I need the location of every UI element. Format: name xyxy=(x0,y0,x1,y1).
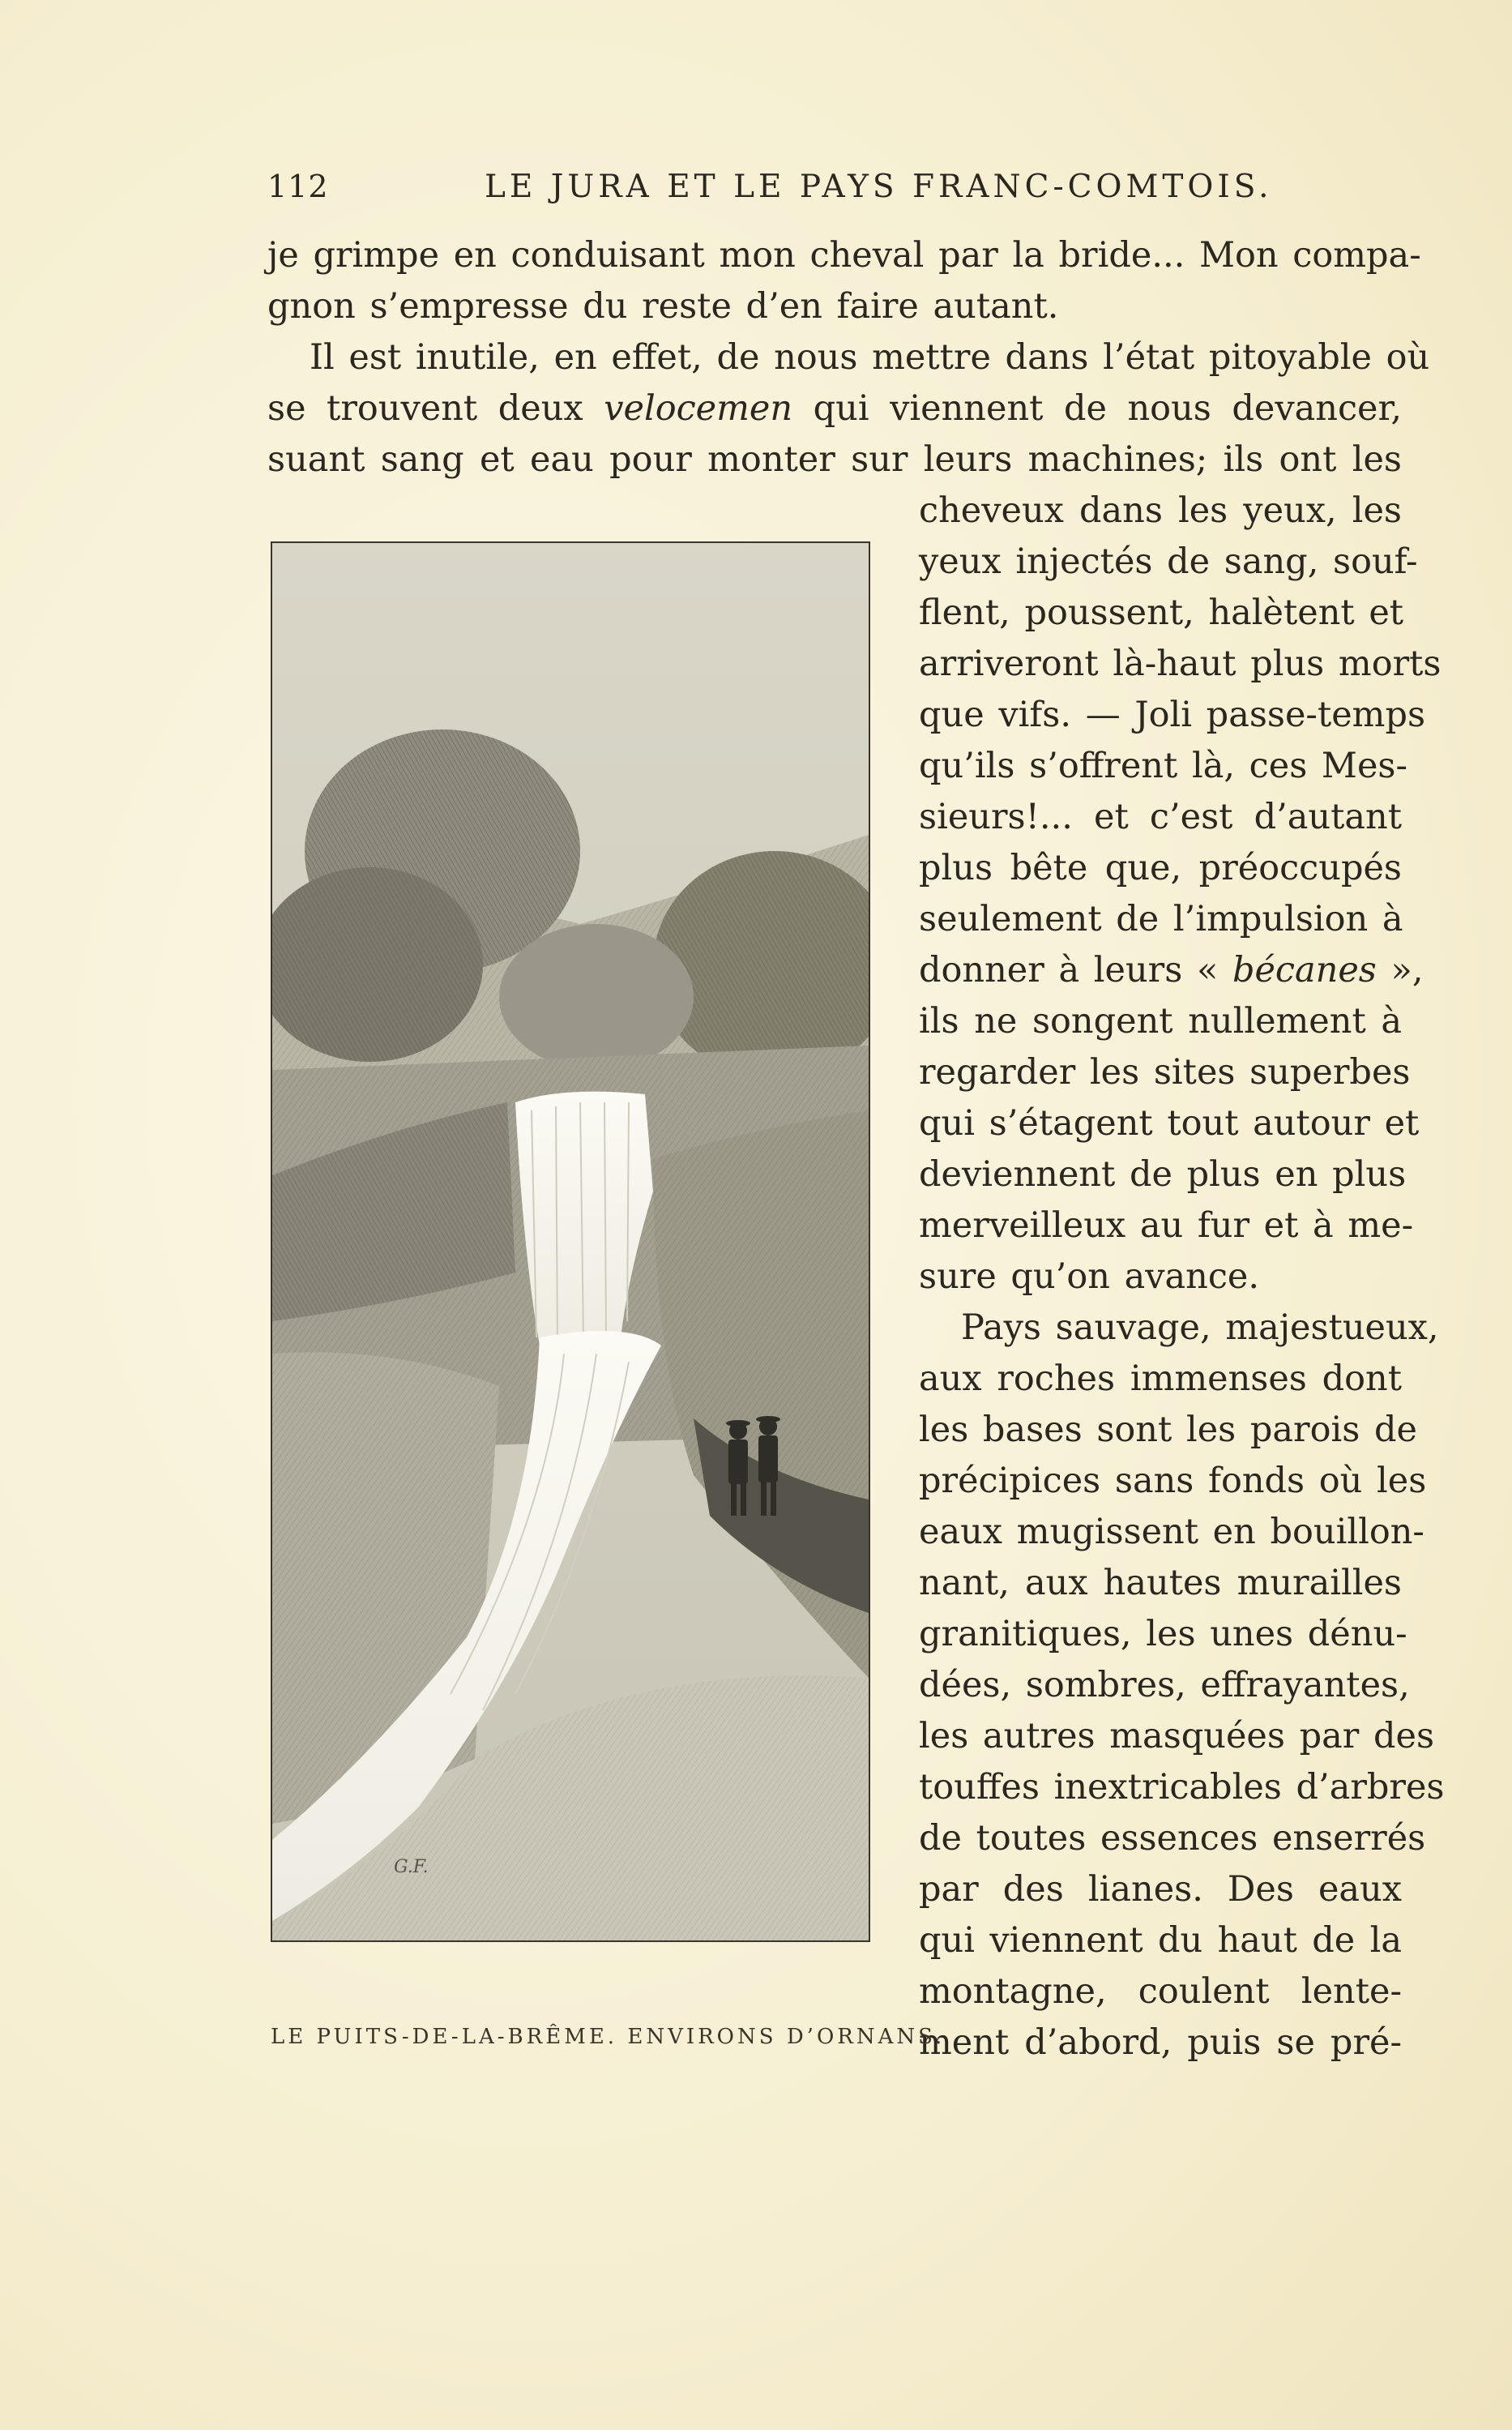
text-line: arriveront là-haut plus morts xyxy=(919,644,1442,684)
page-header xyxy=(267,169,1402,214)
text-line: eaux mugissent en bouillon- xyxy=(919,1512,1424,1552)
figure-caption: LE PUITS-DE-LA-BRÊME. ENVIRONS D’ORNANS. xyxy=(271,2025,946,2049)
text-line: gnon s’empresse du reste d’en faire autant. xyxy=(267,286,1059,327)
text-line: touffes inextricables d’arbres xyxy=(919,1767,1445,1808)
text-line: nant, aux hautes murailles xyxy=(919,1563,1402,1603)
text-line: yeux injectés de sang, souf- xyxy=(919,541,1418,582)
text-line: je grimpe en conduisant mon cheval par la bride... Mon compa- xyxy=(267,235,1421,276)
italic-word: bécanes xyxy=(1232,950,1377,990)
page-number: 112 xyxy=(267,169,329,204)
paragraph-start-line: Il est inutile, en effet, de nous mettre dans l’état pitoyable où xyxy=(310,337,1430,378)
waterfall-illustration xyxy=(271,541,870,1942)
text-line: qu’ils s’offrent là, ces Mes- xyxy=(919,746,1408,786)
text-line: montagne, coulent lente- xyxy=(919,1971,1402,2012)
text-line: par des lianes. Des eaux xyxy=(919,1869,1402,1910)
text-line: dées, sombres, effrayantes, xyxy=(919,1665,1410,1705)
text-line: merveilleux au fur et à me- xyxy=(919,1205,1414,1246)
artist-signature: G.F. xyxy=(394,1857,429,1877)
italic-word: velocemen xyxy=(604,388,793,429)
text-line: flent, poussent, halètent et xyxy=(919,593,1404,633)
text-line: plus bête que, préoccupés xyxy=(919,848,1402,888)
text-line: de toutes essences enserrés xyxy=(919,1818,1426,1859)
text-line: précipices sans fonds où les xyxy=(919,1461,1427,1501)
text-line: regarder les sites superbes xyxy=(919,1052,1411,1093)
text-line: sieurs!... et c’est d’autant xyxy=(919,797,1402,837)
text-line: ils ne songent nullement à xyxy=(919,1001,1402,1042)
text-line: granitiques, les unes dénu- xyxy=(919,1614,1407,1654)
text-line: cheveux dans les yeux, les xyxy=(919,490,1402,531)
text-line: qui s’étagent tout autour et xyxy=(919,1103,1420,1144)
text-line: les bases sont les parois de xyxy=(919,1410,1417,1450)
text-line: suant sang et eau pour monter sur leurs machines; ils ont les xyxy=(267,439,1402,480)
text-line: que vifs. — Joli passe-temps xyxy=(919,695,1426,735)
paragraph-start-line: Pays sauvage, majestueux, xyxy=(961,1307,1439,1348)
text-line: les autres masquées par des xyxy=(919,1716,1435,1756)
text-line: sure qu’on avance. xyxy=(919,1256,1260,1297)
text-line: deviennent de plus en plus xyxy=(919,1154,1407,1195)
running-title: LE JURA ET LE PAYS FRANC-COMTOIS. xyxy=(485,169,1273,205)
text-line: donner à leurs « bécanes », xyxy=(919,950,1424,990)
text-line: aux roches immenses dont xyxy=(919,1358,1402,1399)
text-line: se trouvent deux velocemen qui viennent de nous devancer, xyxy=(267,388,1402,429)
text-line: seulement de l’impulsion à xyxy=(919,899,1403,939)
text-line: ment d’abord, puis se pré- xyxy=(919,2022,1402,2063)
text-line: qui viennent du haut de la xyxy=(919,1920,1402,1961)
